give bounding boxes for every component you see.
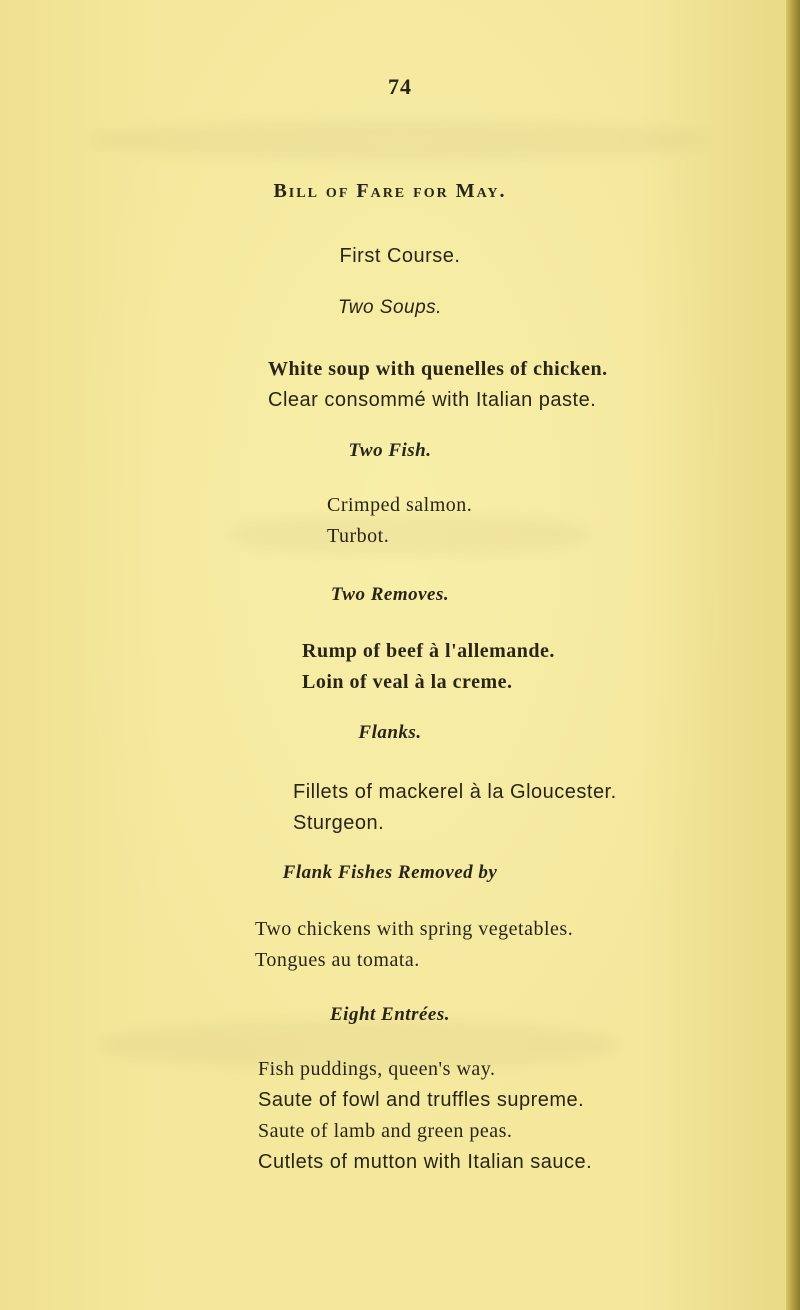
entrees-list	[258, 1054, 592, 1178]
menu-item: Saute of lamb and green peas.	[258, 1120, 513, 1142]
menu-item: Turbot.	[327, 525, 390, 547]
removes-list	[302, 636, 555, 698]
fish-list	[327, 490, 472, 552]
flanks-list	[293, 777, 617, 839]
section-title-flanks: Flanks.	[358, 722, 422, 743]
page-number: 74	[388, 74, 412, 99]
course-title: First Course.	[339, 245, 461, 267]
bleed-through-smudge	[90, 120, 710, 160]
section-title-removes: Two Removes.	[330, 584, 450, 605]
menu-item: Crimped salmon.	[327, 494, 473, 516]
menu-item: Rump of beef à l'allemande.	[302, 640, 555, 662]
menu-item: Cutlets of mutton with Italian sauce.	[258, 1151, 593, 1173]
section-title-fish: Two Fish.	[348, 440, 432, 461]
section-title-flank-fishes: Flank Fishes Removed by	[282, 862, 498, 883]
menu-item: Loin of veal à la creme.	[302, 671, 513, 693]
menu-item: Tongues au tomata.	[255, 949, 420, 971]
menu-item: Two chickens with spring vegetables.	[255, 918, 574, 940]
menu-item: Fillets of mackerel à la Gloucester.	[293, 781, 617, 803]
menu-item: Fish puddings, queen's way.	[258, 1058, 496, 1080]
menu-item: White soup with quenelles of chicken.	[268, 358, 608, 380]
menu-item: Sturgeon.	[293, 812, 385, 834]
soups-list	[268, 354, 608, 416]
section-title-entrees: Eight Entrées.	[330, 1004, 450, 1025]
flank-fishes-list	[255, 914, 573, 976]
bill-of-fare-heading: Bill of Fare for May.	[273, 180, 507, 202]
section-title-soups: Two Soups.	[338, 297, 442, 318]
page-edge-shadow	[786, 0, 800, 1310]
menu-item: Saute of fowl and truffles supreme.	[258, 1089, 585, 1111]
menu-item: Clear consommé with Italian paste.	[268, 389, 597, 411]
